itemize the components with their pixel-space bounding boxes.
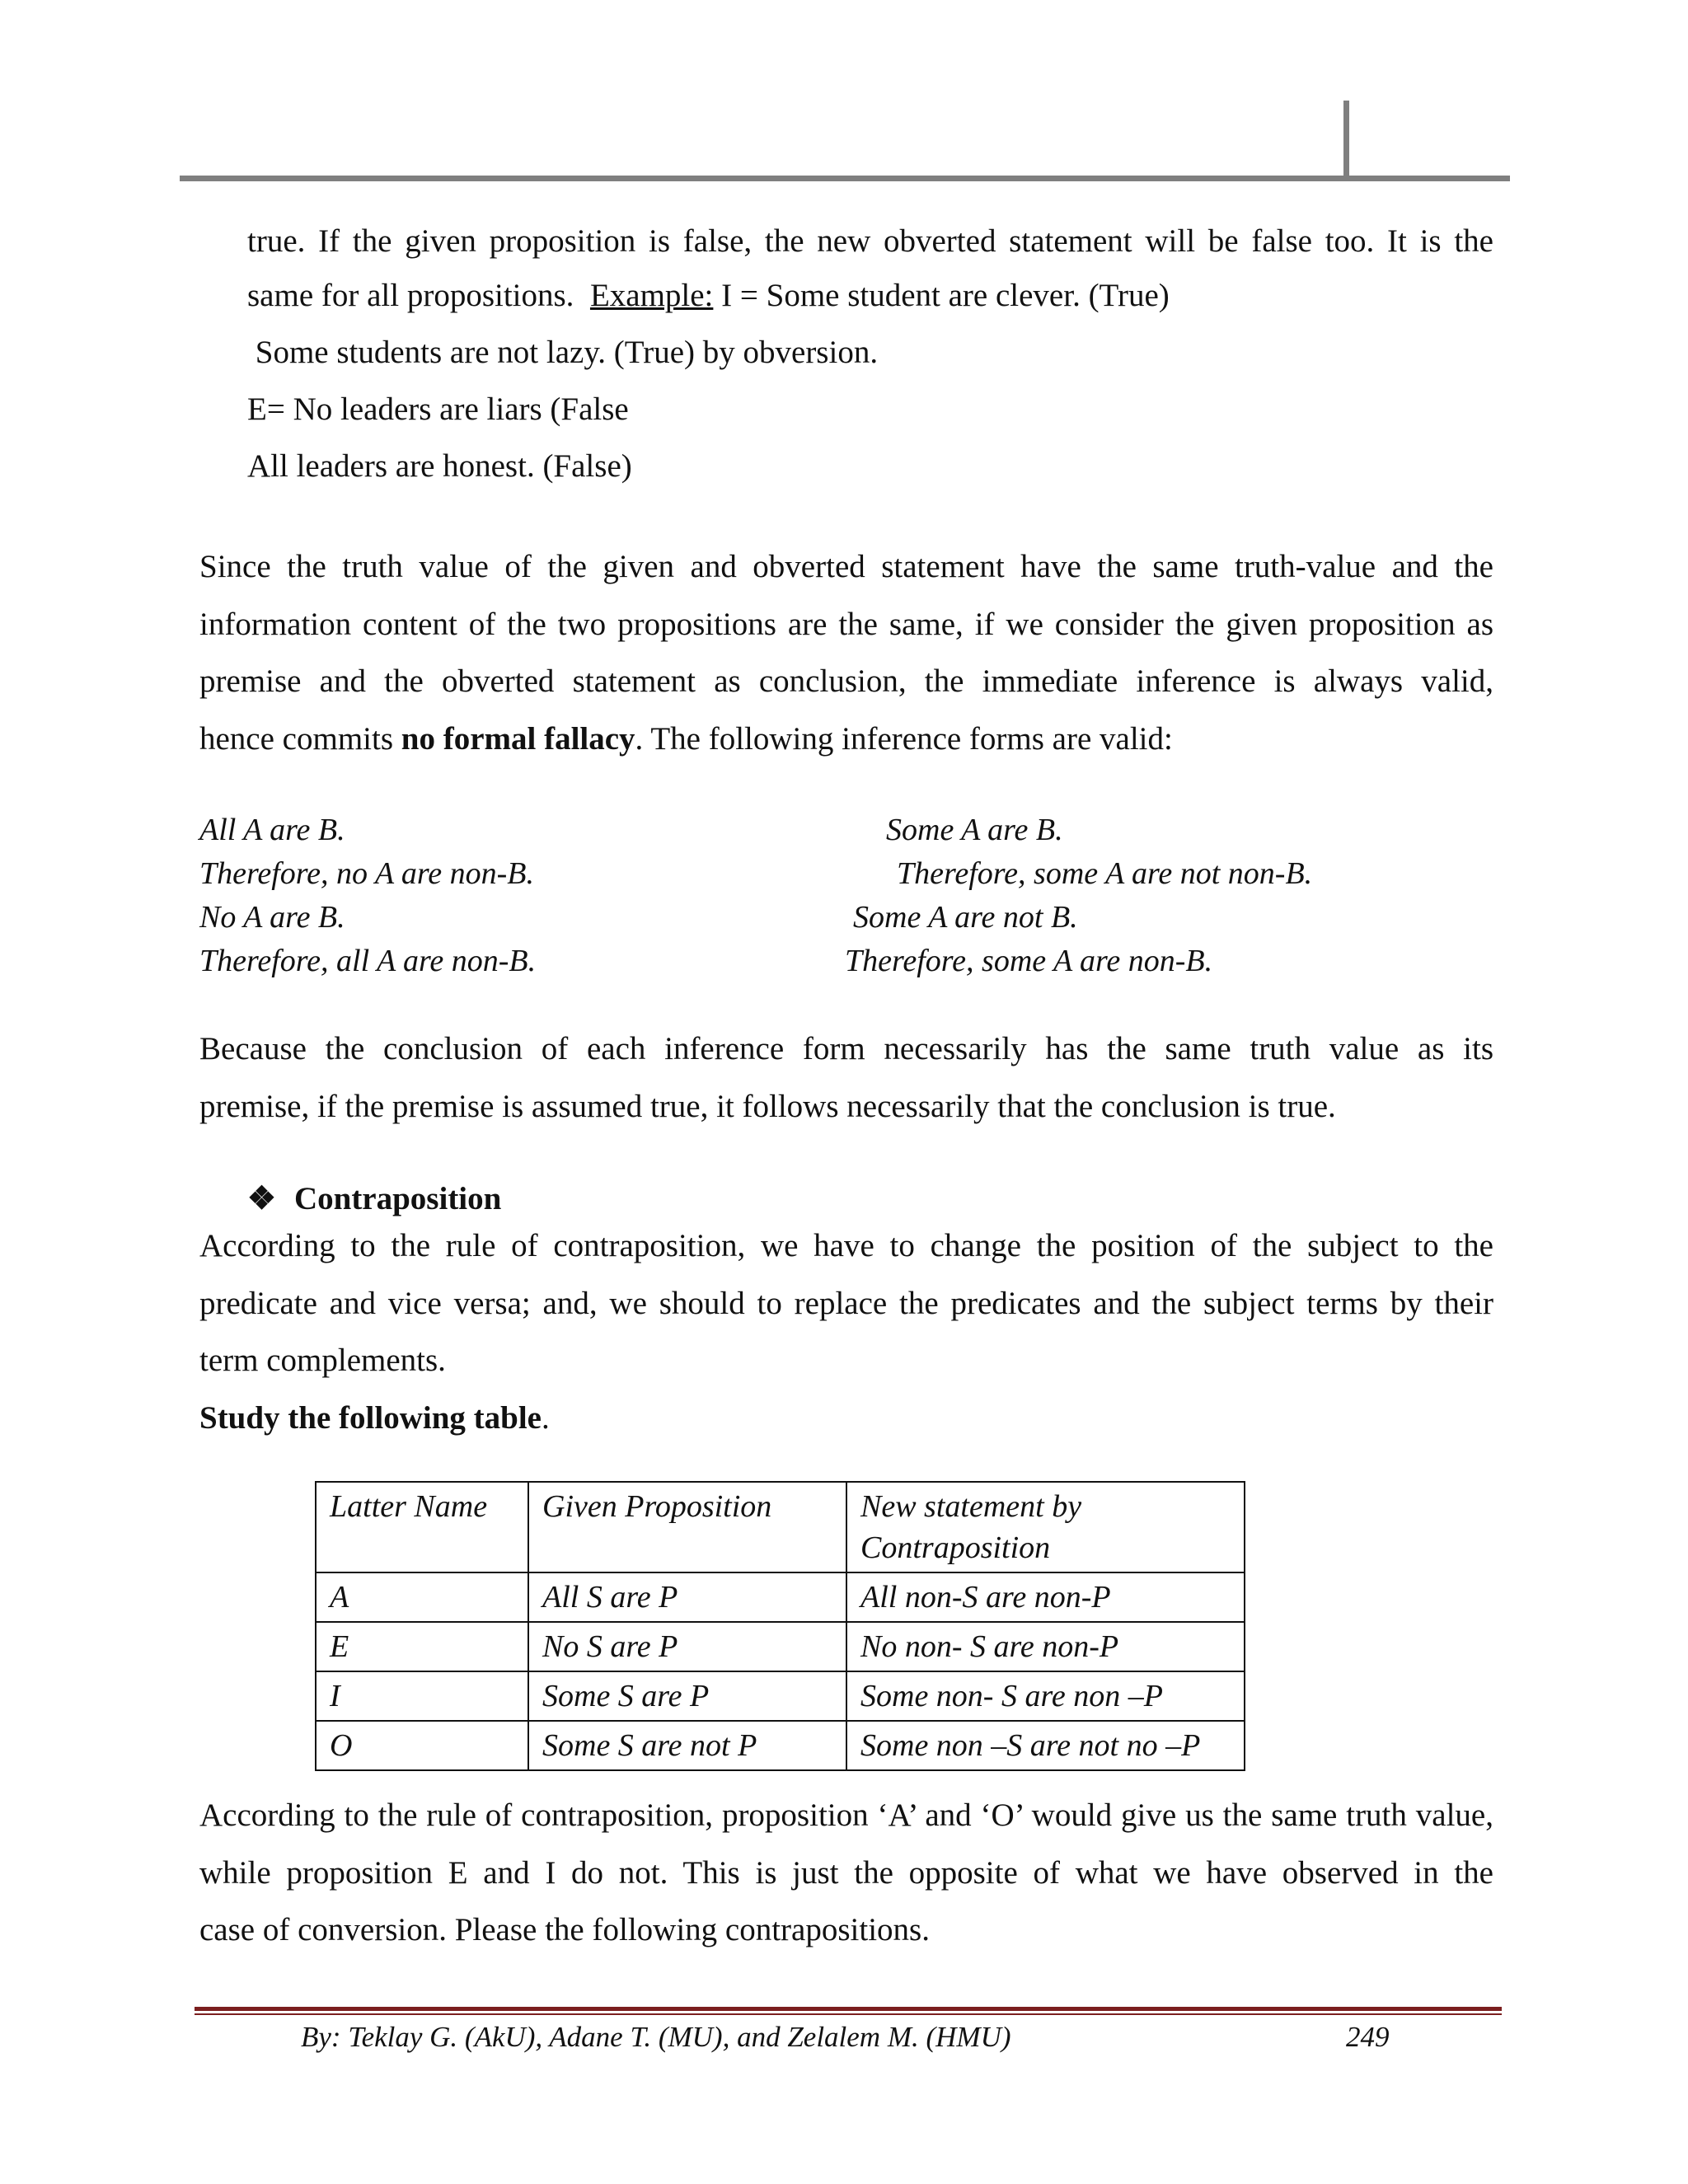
para-contraposition-last-line: term complements. <box>199 1343 446 1378</box>
page-number: 249 <box>1346 2021 1390 2053</box>
intro-line-1: true. If the given proposition is false, the new obverted statement will be false too. It is the <box>247 223 1493 259</box>
form-right-2: Therefore, some A are not non-B. <box>897 856 1313 891</box>
table-cell: E <box>316 1622 528 1671</box>
para-because-last-line: premise, if the premise is assumed true, it follows necessarily that the conclusion is true. <box>199 1088 1336 1124</box>
para-because <box>199 1020 1493 1135</box>
para-contraposition-body: According to the rule of contraposition, we have to change the position of the subject to the predicate and vice versa; and, we should to replace the predicates and the subject terms by their <box>199 1228 1493 1321</box>
header-rule <box>180 176 1510 181</box>
no-formal-fallacy: no formal fallacy <box>401 720 635 757</box>
table-cell: Some non –S are not no –P <box>846 1721 1245 1770</box>
form-right-3: Some A are not B. <box>853 900 1078 935</box>
intro-line-5: All leaders are honest. (False) <box>247 448 632 484</box>
intro-line-2: same for all propositions. Example: I = Some student are clever. (True) <box>247 278 1170 313</box>
table-cell: No non- S are non-P <box>846 1622 1245 1671</box>
table-cell: A <box>316 1572 528 1622</box>
contraposition-table <box>315 1481 1245 1771</box>
para-since <box>199 538 1493 767</box>
para-because-body: Because the conclusion of each inference form necessarily has the same truth value as its <box>199 1031 1493 1066</box>
table-header-cell: New statement by Contraposition <box>846 1482 1245 1572</box>
form-right-1: Some A are B. <box>886 813 1063 847</box>
form-left-3: No A are B. <box>199 900 345 935</box>
table-header-cell: Given Proposition <box>528 1482 846 1572</box>
table-cell: I <box>316 1671 528 1721</box>
table-cell: No S are P <box>528 1622 846 1671</box>
form-right-4: Therefore, some A are non-B. <box>845 944 1213 978</box>
table-cell: O <box>316 1721 528 1770</box>
intro-line-3: Some students are not lazy. (True) by obversion. <box>247 335 879 370</box>
table-header-cell: Latter Name <box>316 1482 528 1572</box>
table-cell: All non-S are non-P <box>846 1572 1245 1622</box>
form-left-2: Therefore, no A are non-B. <box>199 856 534 891</box>
footer-rule <box>195 2007 1502 2011</box>
table-header-row <box>316 1482 1245 1572</box>
table-cell: Some S are P <box>528 1671 846 1721</box>
table-cell: Some non- S are non –P <box>846 1671 1245 1721</box>
form-left-1: All A are B. <box>199 813 345 847</box>
footer-authors: By: Teklay G. (AkU), Adane T. (MU), and Zelalem M. (HMU) <box>301 2021 1011 2053</box>
header-tick <box>1343 101 1349 181</box>
table-row <box>316 1622 1245 1671</box>
footer-rule-thin <box>195 2013 1502 2015</box>
table-row <box>316 1671 1245 1721</box>
study-table-line: Study the following table. <box>199 1399 550 1436</box>
para-according-body: According to the rule of contraposition, proposition ‘A’ and ‘O’ would give us the same truth value, while proposition E and I do not. This is just the opposite of what we have observed in the <box>199 1797 1493 1891</box>
para-since-last-line: hence commits no formal fallacy. The following inference forms are valid: <box>199 720 1173 757</box>
para-since-body: Since the truth value of the given and obverted statement have the same truth-value and the information content of the two propositions are the same, if we consider the given proposition as premise and the obverted statement as conclusion, the immediate inference is always valid, <box>199 549 1493 699</box>
para-contraposition <box>199 1217 1493 1446</box>
table-row <box>316 1572 1245 1622</box>
intro-line-4: E= No leaders are liars (False <box>247 391 629 427</box>
section-heading-text: Contraposition <box>293 1181 502 1216</box>
section-heading-contraposition <box>247 1180 501 1217</box>
example-label: Example: <box>589 278 714 313</box>
table-cell: All S are P <box>528 1572 846 1622</box>
diamond-bullet-icon: ❖ <box>247 1181 276 1216</box>
table-row <box>316 1721 1245 1770</box>
para-according-last-line: case of conversion. Please the following contrapositions. <box>199 1912 930 1947</box>
para-according <box>199 1787 1493 1959</box>
table-cell: Some S are not P <box>528 1721 846 1770</box>
form-left-4: Therefore, all A are non-B. <box>199 944 537 978</box>
